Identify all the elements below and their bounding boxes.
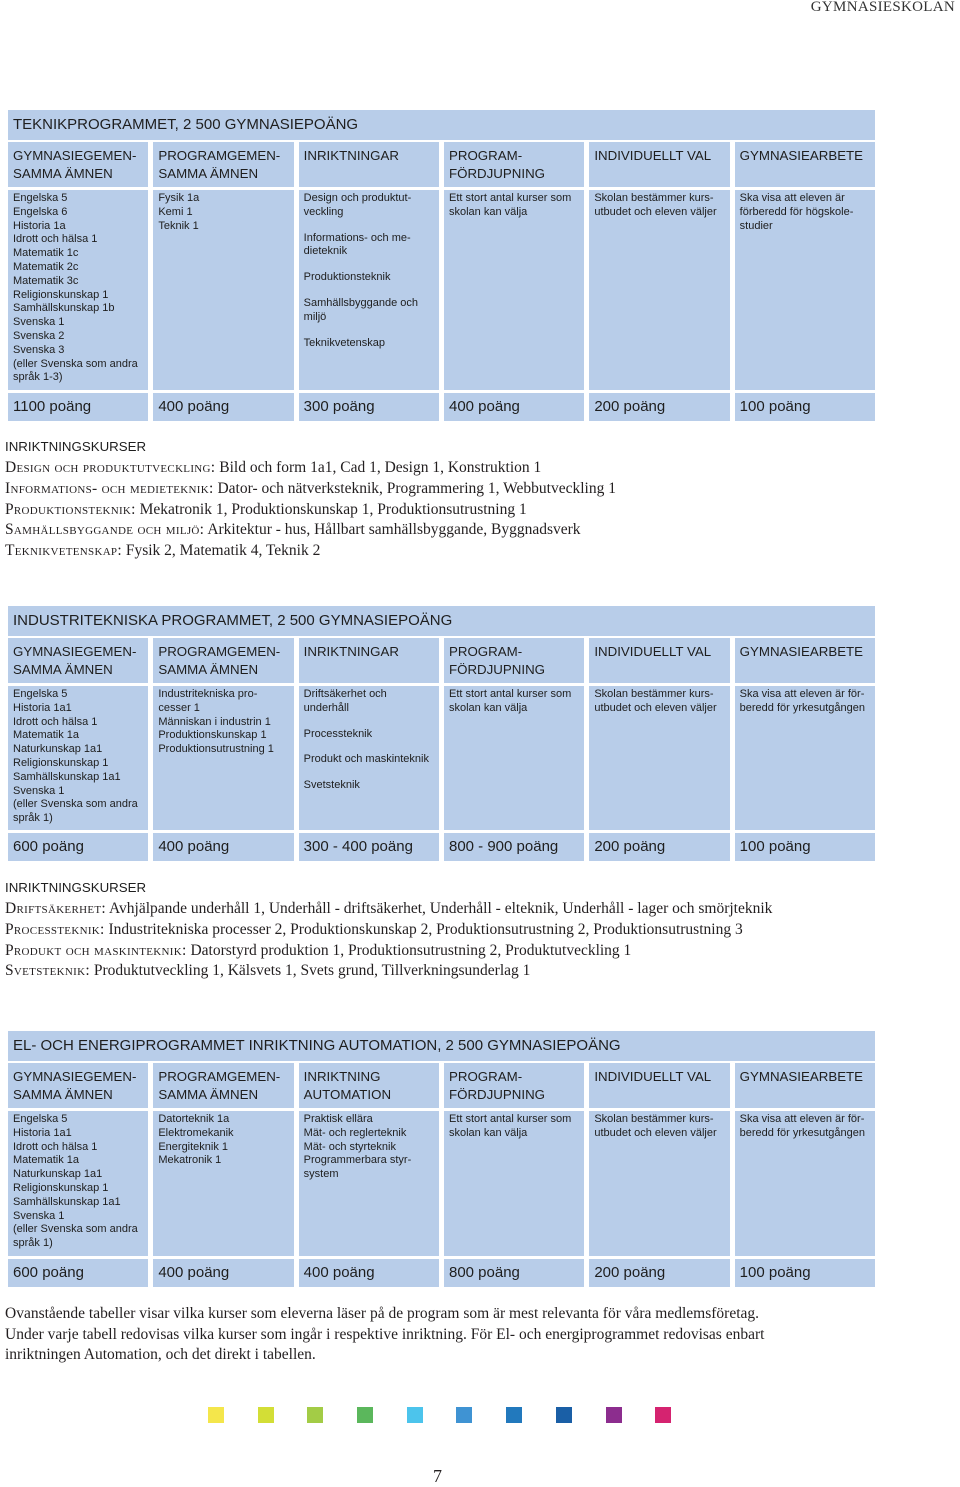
column-header-line: SAMMA ÄMNEN: [13, 166, 113, 181]
cell-line: cesser 1: [158, 701, 200, 714]
points-cell: 200 poäng: [589, 1259, 729, 1287]
program-table-industritekniska: [8, 606, 875, 861]
column-header: [8, 142, 148, 187]
content-cell: [153, 686, 293, 830]
column-header-line: GYMNASIEARBETE: [739, 644, 864, 659]
column-header-line: INRIKTNING: [303, 1069, 381, 1084]
cell-line: Svenska 3: [13, 343, 65, 356]
color-swatch-strip: [208, 1407, 671, 1423]
cell-line: Praktisk ellära: [303, 1113, 373, 1125]
points-cell: 300 poäng: [299, 393, 439, 421]
cell-line: språk 1): [13, 1237, 53, 1250]
course-list: [5, 897, 772, 982]
cell-line: Produkt och maskinteknik: [303, 753, 429, 766]
column-header-line: PROGRAMGEMEN-: [158, 1069, 281, 1084]
points-row: [8, 833, 875, 861]
footnote-line: Under varje tabell redovisas vilka kurser som ingår i respektive inriktning. För El- och energiprogrammet redovisas enbart: [5, 1325, 765, 1343]
column-header: [735, 1063, 875, 1108]
inriktning-courses: Datorstyrd produktion 1, Produktionsutrustning 2, Produktutveckling 1: [190, 941, 632, 959]
column-header: [8, 1063, 148, 1108]
column-header: [444, 638, 584, 683]
inriktning-name: Design och produktutveckling:: [5, 459, 216, 476]
cell-line: Produktionsutrustning 1: [158, 743, 274, 756]
cell-line: Skolan bestämmer kurs-: [594, 192, 714, 204]
cell-line: Idrott och hälsa 1: [13, 233, 98, 246]
course-group: [449, 688, 584, 716]
cell-line: Mät- och reglerteknik: [303, 1126, 407, 1139]
cell-line: Naturkunskap 1a1: [13, 743, 103, 756]
content-row: [8, 1111, 875, 1256]
cell-line: (eller Svenska som andra: [13, 1223, 138, 1236]
cell-line: Produktionskunskap 1: [158, 729, 267, 742]
cell-line: Ett stort antal kurser som: [448, 1113, 572, 1125]
points-cell: 400 poäng: [299, 1259, 439, 1287]
column-header-line: FÖRDJUPNING: [448, 662, 546, 677]
course-group: [740, 688, 875, 716]
cell-line: utbudet och eleven väljer: [594, 701, 717, 714]
column-header-line: GYMNASIEGEMEN-: [13, 1069, 137, 1084]
color-swatch: [407, 1407, 423, 1423]
course-group: [304, 779, 439, 793]
cell-line: Matematik 3c: [13, 274, 79, 287]
cell-line: skolan kan välja: [448, 205, 528, 218]
color-swatch: [456, 1407, 472, 1423]
content-cell: [299, 686, 439, 830]
course-list-item: [5, 541, 616, 562]
footnote-line: Ovanstående tabeller visar vilka kurser som eleverna läser på de program som är mest relevanta för våra medlemsföretag.: [5, 1305, 760, 1322]
course-group: [304, 337, 439, 351]
cell-line: Skolan bestämmer kurs-: [594, 1113, 714, 1125]
content-cell: [299, 1111, 439, 1256]
cell-line: Människan i industrin 1: [158, 715, 271, 728]
color-swatch: [258, 1407, 274, 1423]
course-group: [158, 192, 293, 233]
color-swatch: [208, 1407, 224, 1423]
course-group: [158, 1113, 293, 1168]
inriktning-name: Produktionsteknik:: [5, 500, 136, 518]
column-header: [8, 638, 148, 683]
inriktning-name: Samhällsbyggande och miljö:: [5, 521, 205, 539]
cell-line: Svenska 1: [13, 784, 65, 797]
page-number: 7: [433, 1466, 442, 1486]
cell-line: Industritekniska pro-: [158, 688, 258, 700]
color-swatch: [357, 1407, 373, 1423]
cell-line: (eller Svenska som andra: [13, 798, 138, 811]
inriktningskurser-section-industritekniska: [5, 879, 772, 982]
cell-line: Engelska 5: [13, 192, 68, 204]
color-swatch: [606, 1407, 622, 1423]
cell-line: Ett stort antal kurser som: [448, 192, 572, 204]
cell-line: Engelska 6: [13, 205, 68, 218]
cell-line: Ska visa att eleven är: [739, 192, 845, 204]
points-row: [8, 393, 875, 421]
column-header-line: GYMNASIEARBETE: [739, 1069, 864, 1084]
inriktning-courses: Avhjälpande underhåll 1, Underhåll - driftsäkerhet, Underhåll - elteknik, Underhåll - lager och smörjteknik: [109, 900, 773, 917]
course-group: [449, 192, 584, 220]
column-header-line: INDIVIDUELLT VAL: [594, 644, 712, 659]
points-cell: 200 poäng: [589, 833, 729, 861]
column-header: [589, 1063, 729, 1108]
course-group: [158, 688, 293, 757]
points-cell: 1100 poäng: [8, 393, 148, 421]
cell-line: Samhällskunskap 1b: [13, 302, 115, 315]
content-cell: [444, 1111, 584, 1256]
column-header: [444, 142, 584, 187]
column-header: [589, 638, 729, 683]
column-header: [735, 142, 875, 187]
cell-line: skolan kan välja: [448, 701, 528, 714]
cell-line: Matematik 1c: [13, 247, 79, 260]
content-cell: [735, 686, 875, 830]
color-swatch: [655, 1407, 671, 1423]
column-header-row: [8, 638, 875, 683]
cell-line: utbudet och eleven väljer: [594, 1126, 717, 1139]
course-group: [304, 297, 439, 325]
course-group: [304, 1113, 439, 1182]
table-title: INDUSTRITEKNISKA PROGRAMMET, 2 500 GYMNASIEPOÄNG: [8, 606, 875, 636]
cell-line: Ett stort antal kurser som: [448, 688, 572, 700]
cell-line: Samhällskunskap 1a1: [13, 770, 121, 783]
cell-line: beredd för yrkesutgången: [739, 1126, 866, 1139]
column-header-line: SAMMA ÄMNEN: [158, 662, 259, 677]
content-row: [8, 686, 875, 830]
inriktning-courses: Dator- och nätverksteknik, Programmering 1, Webbutveckling 1: [217, 479, 616, 497]
cell-line: Religionskunskap 1: [13, 1181, 109, 1194]
inriktning-courses: Arkitektur - hus, Hållbart samhällsbyggande, Byggnadsverk: [207, 521, 581, 539]
cell-line: Engelska 5: [13, 1113, 68, 1125]
inriktning-name: Svetsteknik:: [5, 962, 90, 980]
cell-line: Svetsteknik: [303, 779, 360, 792]
column-header-line: FÖRDJUPNING: [448, 166, 546, 181]
course-list-item: [5, 941, 772, 962]
content-cell: [589, 1111, 729, 1256]
course-group: [13, 1113, 148, 1251]
column-header: [153, 142, 293, 187]
cell-line: Matematik 1a: [13, 729, 80, 742]
points-cell: 100 poäng: [735, 1259, 875, 1287]
course-group: [304, 271, 439, 285]
course-group: [740, 192, 875, 233]
course-list-item: [5, 479, 616, 500]
course-group: [740, 1113, 875, 1141]
content-cell: [8, 686, 148, 830]
column-header: [735, 638, 875, 683]
content-cell: [444, 686, 584, 830]
cell-line: språk 1): [13, 812, 53, 825]
inriktning-courses: Mekatronik 1, Produktionskunskap 1, Produktionsutrustning 1: [139, 500, 527, 518]
column-header-line: GYMNASIEGEMEN-: [13, 148, 137, 163]
points-cell: 100 poäng: [735, 393, 875, 421]
course-list-item: [5, 520, 616, 541]
inriktning-courses: Produktutveckling 1, Kälsvets 1, Svets grund, Tillverkningsunderlag 1: [93, 962, 531, 980]
content-cell: [589, 190, 729, 390]
points-cell: 400 poäng: [153, 1259, 293, 1287]
inriktning-name: Teknikvetenskap:: [5, 542, 122, 560]
column-header-line: PROGRAMGEMEN-: [158, 148, 281, 163]
cell-line: studier: [739, 219, 773, 232]
color-swatch: [506, 1407, 522, 1423]
inriktning-courses: Fysik 2, Matematik 4, Teknik 2: [125, 542, 321, 560]
cell-line: Engelska 5: [13, 688, 68, 700]
content-cell: [153, 1111, 293, 1256]
cell-line: Matematik 1a: [13, 1154, 80, 1167]
points-cell: 100 poäng: [735, 833, 875, 861]
column-header-line: PROGRAM-: [448, 148, 523, 163]
content-row: [8, 190, 875, 390]
inriktning-name: Driftsäkerhet:: [5, 900, 106, 917]
cell-line: Datorteknik 1a: [158, 1113, 230, 1125]
course-group: [304, 232, 439, 260]
cell-line: Matematik 2c: [13, 260, 79, 273]
section-heading: INRIKTNINGSKURSER: [5, 439, 147, 454]
content-cell: [153, 190, 293, 390]
inriktning-name: Produkt och maskinteknik:: [5, 941, 187, 959]
content-cell: [589, 686, 729, 830]
cell-line: skolan kan välja: [448, 1126, 528, 1139]
cell-line: Svenska 2: [13, 329, 65, 342]
inriktning-name: Processteknik:: [5, 920, 105, 938]
course-group: [449, 1113, 584, 1141]
course-group: [594, 1113, 729, 1141]
column-header-line: INRIKTNINGAR: [303, 644, 399, 659]
table-title: TEKNIKPROGRAMMET, 2 500 GYMNASIEPOÄNG: [8, 110, 875, 140]
inriktning-courses: Industritekniska processer 2, Produktionskunskap 2, Produktionsutrustning 2, Produktionsutrustning 3: [108, 920, 743, 938]
cell-line: Programmerbara styr-: [303, 1154, 412, 1167]
cell-line: Religionskunskap 1: [13, 288, 109, 301]
cell-line: Produktionsteknik: [303, 271, 391, 284]
cell-line: Historia 1a: [13, 219, 66, 232]
cell-line: Teknikvetenskap: [303, 336, 385, 349]
color-swatch: [556, 1407, 572, 1423]
cell-line: Kemi 1: [158, 205, 193, 218]
column-header: [153, 1063, 293, 1108]
column-header-line: FÖRDJUPNING: [448, 1087, 546, 1102]
course-group: [13, 688, 148, 826]
cell-line: Teknik 1: [158, 219, 199, 232]
points-cell: 800 - 900 poäng: [444, 833, 584, 861]
cell-line: beredd för yrkesutgången: [739, 701, 866, 714]
course-group: [304, 753, 439, 767]
footnote-line: inriktningen Automation, och det direkt i tabellen.: [5, 1346, 316, 1364]
content-cell: [299, 190, 439, 390]
column-header: [299, 142, 439, 187]
course-list-item: [5, 899, 772, 920]
cell-line: Skolan bestämmer kurs-: [594, 688, 714, 700]
column-header-line: PROGRAM-: [448, 1069, 523, 1084]
content-cell: [735, 1111, 875, 1256]
course-list-item: [5, 458, 616, 479]
points-row: [8, 1259, 875, 1287]
cell-line: dieteknik: [303, 245, 348, 258]
column-header-row: [8, 1063, 875, 1108]
column-header: [299, 1063, 439, 1108]
cell-line: Mät- och styrteknik: [303, 1140, 396, 1153]
color-swatch: [307, 1407, 323, 1423]
cell-line: (eller Svenska som andra: [13, 357, 138, 370]
cell-line: Idrott och hälsa 1: [13, 1140, 98, 1153]
column-header: [299, 638, 439, 683]
points-cell: 600 poäng: [8, 833, 148, 861]
content-cell: [735, 190, 875, 390]
column-header-line: AUTOMATION: [303, 1087, 392, 1102]
cell-line: Historia 1a1: [13, 701, 72, 714]
points-cell: 400 poäng: [153, 393, 293, 421]
column-header: [153, 638, 293, 683]
course-group: [304, 728, 439, 742]
cell-line: Design och produktut-: [303, 192, 412, 204]
course-list: [5, 456, 616, 562]
points-cell: 800 poäng: [444, 1259, 584, 1287]
cell-line: Svenska 1: [13, 316, 65, 329]
cell-line: Naturkunskap 1a1: [13, 1168, 103, 1181]
points-cell: 600 poäng: [8, 1259, 148, 1287]
cell-line: Processteknik: [303, 727, 373, 740]
cell-line: underhåll: [303, 701, 349, 714]
column-header-line: INDIVIDUELLT VAL: [594, 148, 712, 163]
course-group: [304, 192, 439, 220]
points-cell: 300 - 400 poäng: [299, 833, 439, 861]
cell-line: språk 1-3): [13, 371, 63, 384]
cell-line: system: [303, 1168, 339, 1181]
inriktningskurser-section-teknik: [5, 438, 616, 562]
column-header-line: SAMMA ÄMNEN: [13, 1087, 113, 1102]
content-cell: [444, 190, 584, 390]
cell-line: Informations- och me-: [303, 231, 411, 244]
column-header-line: SAMMA ÄMNEN: [158, 166, 259, 181]
cell-line: Idrott och hälsa 1: [13, 715, 98, 728]
column-header-line: INDIVIDUELLT VAL: [594, 1069, 712, 1084]
program-table-el-och-energi: [8, 1031, 875, 1287]
cell-line: utbudet och eleven väljer: [594, 205, 717, 218]
cell-line: Fysik 1a: [158, 192, 200, 204]
cell-line: Energiteknik 1: [158, 1140, 229, 1153]
cell-line: miljö: [303, 310, 327, 323]
cell-line: Mekatronik 1: [158, 1154, 222, 1167]
cell-line: Ska visa att eleven är för-: [739, 1113, 865, 1125]
column-header-line: SAMMA ÄMNEN: [13, 662, 113, 677]
table-title: EL- OCH ENERGIPROGRAMMET INRIKTNING AUTOMATION, 2 500 GYMNASIEPOÄNG: [8, 1031, 875, 1061]
cell-line: Samhällskunskap 1a1: [13, 1195, 121, 1208]
program-table-teknik: [8, 110, 875, 421]
column-header: [589, 142, 729, 187]
course-group: [304, 688, 439, 716]
course-group: [594, 688, 729, 716]
cell-line: Elektromekanik: [158, 1126, 234, 1139]
running-title: GYMNASIESKOLAN: [810, 0, 955, 15]
cell-line: Ska visa att eleven är för-: [739, 688, 865, 700]
course-list-item: [5, 961, 772, 982]
course-list-item: [5, 920, 772, 941]
column-header-line: SAMMA ÄMNEN: [158, 1087, 259, 1102]
cell-line: Svenska 1: [13, 1209, 65, 1222]
column-header-line: GYMNASIEARBETE: [739, 148, 864, 163]
inriktning-name: Informations- och medieteknik:: [5, 479, 214, 497]
cell-line: Samhällsbyggande och: [303, 296, 419, 309]
column-header: [444, 1063, 584, 1108]
section-heading: INRIKTNINGSKURSER: [5, 880, 147, 895]
cell-line: veckling: [303, 205, 344, 218]
cell-line: Driftsäkerhet och: [303, 688, 387, 700]
content-cell: [8, 1111, 148, 1256]
points-cell: 400 poäng: [444, 393, 584, 421]
column-header-line: PROGRAM-: [448, 644, 523, 659]
course-list-item: [5, 500, 616, 521]
course-group: [594, 192, 729, 220]
cell-line: förberedd för högskole-: [739, 205, 854, 218]
course-group: [13, 192, 148, 385]
column-header-line: GYMNASIEGEMEN-: [13, 644, 137, 659]
footnote-paragraph: [5, 1304, 764, 1366]
inriktning-courses: Bild och form 1a1, Cad 1, Design 1, Konstruktion 1: [219, 459, 542, 476]
content-cell: [8, 190, 148, 390]
column-header-row: [8, 142, 875, 187]
column-header-line: PROGRAMGEMEN-: [158, 644, 281, 659]
column-header-line: INRIKTNINGAR: [303, 148, 399, 163]
points-cell: 200 poäng: [589, 393, 729, 421]
cell-line: Historia 1a1: [13, 1126, 72, 1139]
points-cell: 400 poäng: [153, 833, 293, 861]
cell-line: Religionskunskap 1: [13, 756, 109, 769]
